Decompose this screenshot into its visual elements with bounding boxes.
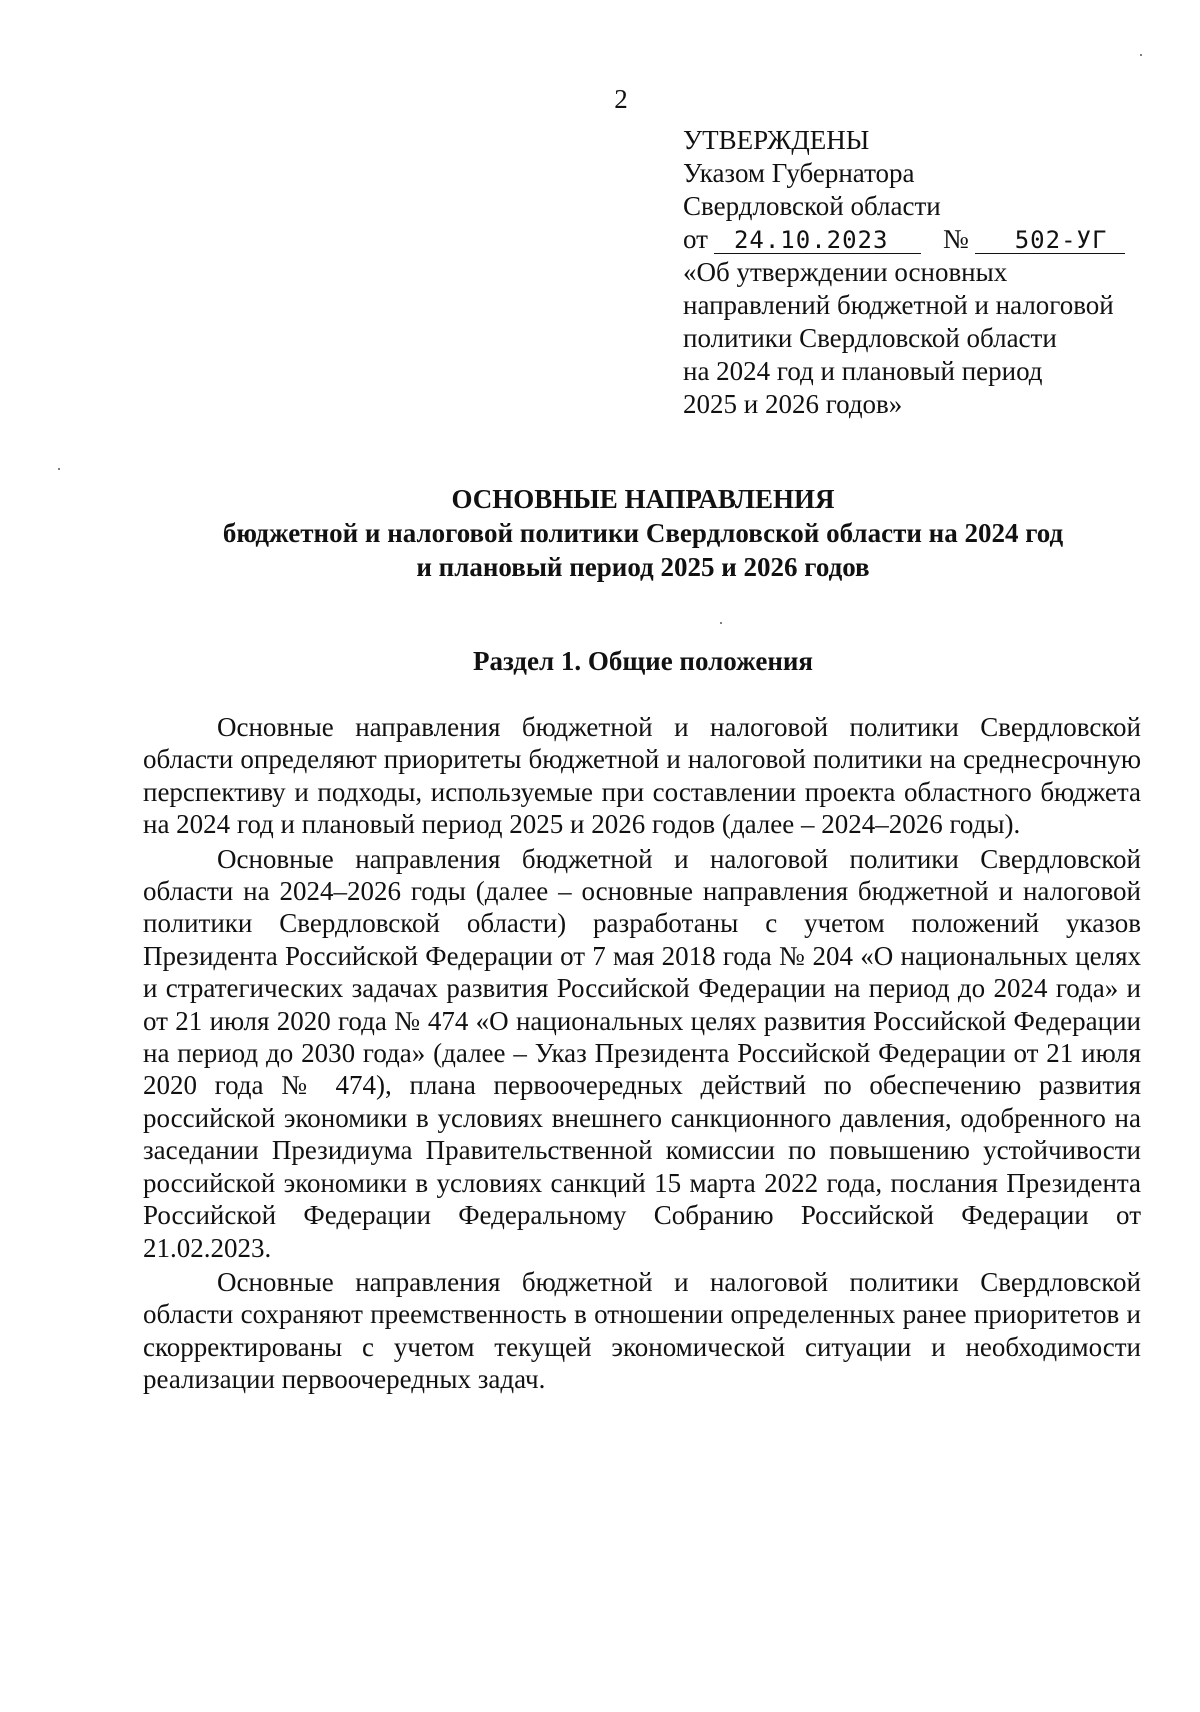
title-line-1: ОСНОВНЫЕ НАПРАВЛЕНИЯ (451, 484, 835, 514)
section-heading: Раздел 1. Общие положения (472, 646, 814, 676)
scan-speck (1140, 54, 1142, 56)
approval-subject-line: политики Свердловской области (683, 323, 1057, 353)
number-sign: № (942, 224, 969, 254)
scan-speck (720, 622, 722, 624)
approval-block (683, 124, 1163, 421)
paragraph: Основные направления бюджетной и налоговой политики Свердловской области на 2024–2026 годы (далее – основные направления бюджетной и налоговой политики Свердловской области) разработаны с учетом положений указов Президента Российской Федерации от 7 мая 2018 года № 204 «О национальных целях и стратегических задачах развития Российской Федерации на период до 2024 года» и от 21 июля 2020 года № 474 «О национальных целях развития Российской Федерации на период до 2030 года» (далее – Указ Президента Российской Федерации от 21 июля 2020 года № 474), плана первоочередных действий по обеспечению развития российской экономики в условиях внешнего санкционного давления, одобренного на заседании Президиума Правительственной комиссии по повышению устойчивости российской экономики в условиях санкций 15 марта 2022 года, послания Президента Российской Федерации Федеральному Собранию Российской Федерации от 21.02.2023. (143, 843, 1141, 1263)
approval-line-approved: УТВЕРЖДЕНЫ (683, 125, 870, 155)
paragraph: Основные направления бюджетной и налоговой политики Свердловской области сохраняют преемственность в отношении определенных ранее приоритетов и скорректированы с учетом текущей экономической ситуации и необходимости реализации первоочередных задач. (143, 1266, 1141, 1395)
section-body (143, 711, 1141, 1398)
approval-subject-line: направлений бюджетной и налоговой (683, 290, 1114, 320)
approval-line-decree: Указом Губернатора (683, 158, 915, 188)
approval-subject-line: на 2024 год и плановый период (683, 356, 1043, 386)
title-line-2: бюджетной и налоговой политики Свердловской области на 2024 год (222, 518, 1064, 548)
approval-date-number-line (683, 223, 1163, 256)
date-prefix: от (683, 224, 708, 254)
decree-number: 502-УГ (975, 227, 1125, 254)
approval-subject-line: 2025 и 2026 годов» (683, 389, 903, 419)
approval-line-region: Свердловской области (683, 191, 941, 221)
page-number: 2 (614, 84, 628, 114)
paragraph: Основные направления бюджетной и налоговой политики Свердловской области определяют приоритеты бюджетной и налоговой политики на среднесрочную перспективу и подходы, используемые при составлении проекта областного бюджета на 2024 год и плановый период 2025 и 2026 годов (далее – 2024–2026 годы). (143, 712, 1141, 840)
decree-date: 24.10.2023 (714, 227, 921, 254)
document-title (150, 482, 1136, 584)
approval-subject-line: «Об утверждении основных (683, 257, 1008, 287)
scan-speck (58, 468, 60, 470)
title-line-3: и плановый период 2025 и 2026 годов (416, 552, 870, 582)
